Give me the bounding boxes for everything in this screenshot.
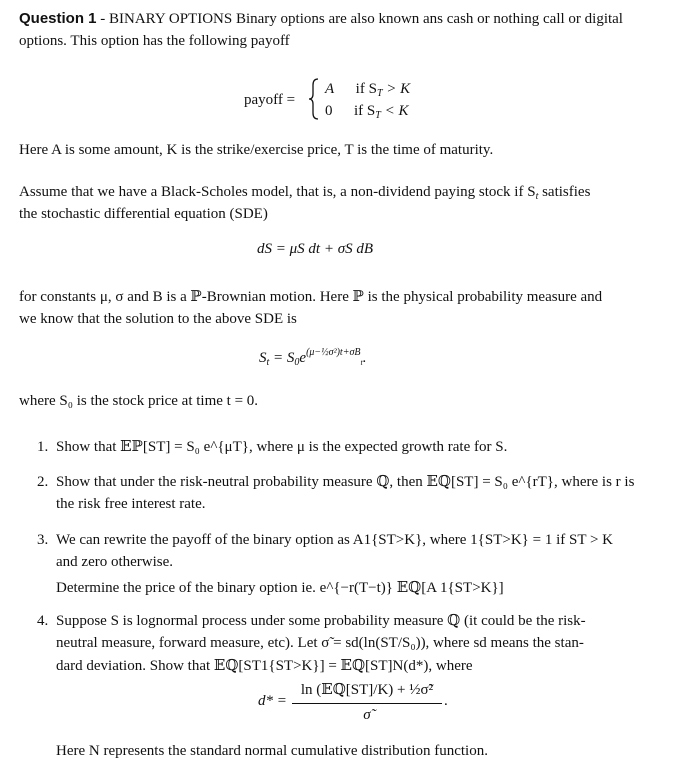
- payoff-case1-cond: if S: [355, 81, 377, 97]
- where-text: where S₀ is the stock price at time t = 0.: [19, 393, 259, 409]
- payoff-case2: 0 if $S_T < K$: [325, 103, 409, 121]
- dstar-lhs: d* =: [258, 693, 287, 709]
- item-2-line1: Show that under the risk-neutral probability measure ℚ, then 𝔼ℚ[ST] = S₀ e^{rT}, where is r is: [56, 474, 635, 490]
- constants-line1: for constants μ, σ and B is a ℙ-Brownian motion. Here ℙ is the physical probability measure and: [19, 289, 603, 305]
- question-title-line2: options. This option has the following payoff: [19, 33, 290, 49]
- payoff-lhs: payoff =: [244, 92, 296, 108]
- item-4-line2: neutral measure, forward measure, etc). Let σ̃ = sd(ln(ST/S₀)), where sd means the stan-: [56, 635, 584, 651]
- item-3-line1: We can rewrite the payoff of the binary option as A1{ST>K}, where 1{ST>K} = 1 if ST > K: [56, 532, 614, 548]
- definitions-text: Here A is some amount, K is the strike/exercise price, T is the time of maturity.: [19, 142, 494, 158]
- payoff-case2-value: 0: [325, 103, 333, 119]
- item-1-number: 1.: [37, 439, 49, 455]
- item-3-number: 3.: [37, 532, 49, 548]
- item-4-line3: dard deviation. Show that 𝔼ℚ[ST1{ST>K}] = 𝔼ℚ[ST]N(d*), where: [56, 658, 473, 674]
- solution-equation: $S_t = S_0e^{(\mu-\frac{1}{2}\sigma^2)t+\sigma B}_t$.: [259, 347, 367, 368]
- item-4-number: 4.: [37, 613, 49, 629]
- question-title: - BINARY OPTIONS Binary options are also known ans cash or nothing call or digital: [100, 11, 623, 27]
- payoff-brace: [307, 77, 321, 121]
- item-1-text: Show that 𝔼ℙ[ST] = S₀ e^{μT}, where μ is the expected growth rate for S.: [56, 439, 508, 455]
- item-4-line4: Here N represents the standard normal cumulative distribution function.: [56, 743, 488, 759]
- sde-equation: dS = μS dt + σS dB: [257, 241, 374, 257]
- constants-line2: we know that the solution to the above SDE is: [19, 311, 297, 327]
- model-line2: the stochastic differential equation (SDE): [19, 206, 268, 222]
- item-4-line1: Suppose S is lognormal process under some probability measure ℚ (it could be the risk-: [56, 613, 586, 629]
- dstar-numerator: ln (𝔼ℚ[ST]/K) + ½σ̃²: [292, 679, 442, 704]
- payoff-case1-rest: > K: [386, 81, 411, 97]
- question-label: Question 1: [19, 10, 97, 27]
- payoff-case2-cond: if S: [354, 103, 376, 119]
- model-line1: Assume that we have a Black-Scholes model, that is, a non-dividend paying stock if $S_t$ satisfies: [19, 184, 591, 202]
- item-2-number: 2.: [37, 474, 49, 490]
- payoff-case1: A if $S_T > K$: [325, 81, 411, 99]
- payoff-case1-value: A: [325, 81, 335, 97]
- payoff-case2-rest: < K: [384, 103, 409, 119]
- question-title-line1: [19, 8, 659, 30]
- item-2-line2: the risk free interest rate.: [56, 496, 206, 512]
- item-3-line3: Determine the price of the binary option ie. e^{−r(T−t)} 𝔼ℚ[A 1{ST>K}]: [56, 580, 504, 596]
- dstar-denominator: σ̃: [363, 707, 371, 723]
- dstar-fraction: [292, 679, 442, 726]
- item-3-line2: and zero otherwise.: [56, 554, 174, 570]
